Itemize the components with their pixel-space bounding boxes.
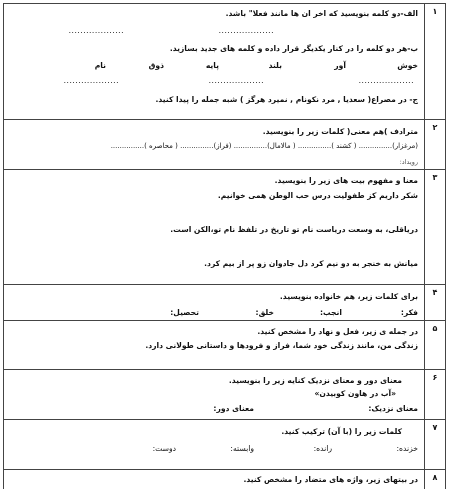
question-number: ۴ [424, 285, 445, 320]
word-item: بلند [268, 61, 282, 70]
word-item: نام [94, 61, 106, 70]
exam-sheet [3, 3, 446, 489]
question-5 [3, 320, 446, 369]
word-item: تحصیل: [170, 308, 199, 317]
answer-blank[interactable]: ................... [208, 76, 264, 85]
word-item: آور [334, 61, 346, 70]
verse-line: دریاقلی، به وسعت دریاست نام تو تاریخ در تلفظ نام تو،الکن است. [170, 225, 418, 234]
question-number: ۳ [424, 170, 445, 284]
verse-line: میانش به خنجر به دو نیم کرد دل جادوان زو پر از بیم کرد. [204, 259, 418, 268]
question-1 [3, 3, 446, 119]
question-title: معنای دور و معنای نزدیک کنایه زیر را بنویسید. [228, 376, 402, 385]
word-item: خزنده: [396, 444, 418, 453]
question-7 [3, 419, 446, 469]
word-item: پایه [205, 61, 219, 70]
question-title: مترادف )هم معنی( کلمات زیر را بنویسید. [262, 127, 418, 136]
question-3 [3, 169, 446, 284]
verse-line: شکر داریم کز طفولیت درس حب الوطن همی خوانیم. [217, 191, 418, 200]
question-number: ۸ [424, 470, 445, 489]
answer-blank[interactable]: ................... [68, 26, 124, 35]
question-title: کلمات زیر را (با آن) ترکیب کنید. [281, 427, 402, 436]
question-1-part-a: الف-دو کلمه بنویسید که اخر ان ها مانند فعلا" باشد. [225, 9, 418, 18]
word-item: فکر: [400, 308, 418, 317]
word-item: دوست: [152, 444, 176, 453]
synonym-items: (مرغزار)............... ( کشند )............... ( مالامال)............... (فراز)............... ( محاصره )............... [110, 142, 418, 150]
question-8 [3, 469, 446, 489]
footnote: رویداد: [399, 158, 418, 166]
question-number: ۲ [424, 120, 445, 169]
question-number: ۱ [424, 4, 445, 119]
answer-blank[interactable]: ................... [218, 26, 274, 35]
word-item: خوش [397, 61, 418, 70]
question-1-part-c: ج- در مصراع( سعدیا , مرد نکونام , نمیرد هرگز ) شبه جمله را پیدا کنید. [155, 95, 418, 104]
question-2 [3, 119, 446, 169]
word-item: خلق: [255, 308, 274, 317]
question-number: ۶ [424, 370, 445, 419]
question-title: برای کلمات زیر، هم خانواده بنویسید. [279, 292, 418, 301]
word-item: انجب: [319, 308, 342, 317]
question-title: معنا و مفهوم بیت های زیر را بنویسید. [274, 176, 418, 185]
question-4 [3, 284, 446, 320]
question-number: ۵ [424, 321, 445, 369]
question-1-part-b: ب-هر دو کلمه را در کنار یکدیگر قرار داده و کلمه های جدید بسازید. [169, 44, 418, 53]
question-title: در جمله ی زیر، فعل و نهاد را مشخص کنید. [257, 327, 418, 336]
near-meaning-label: معنای نزدیک: [368, 404, 418, 413]
far-meaning-label: معنای دور: [213, 404, 254, 413]
word-item: رانده: [313, 444, 332, 453]
question-6 [3, 369, 446, 419]
answer-blank[interactable]: ................... [358, 76, 414, 85]
word-item: ذوق [148, 61, 164, 70]
word-item: وابسته: [230, 444, 254, 453]
question-title: در بیتهای زیر، واژه های متضاد را مشخص کنید. [243, 475, 418, 484]
answer-blank[interactable]: ................... [63, 76, 119, 85]
question-number: ۷ [424, 420, 445, 469]
idiom-phrase: «آب در هاون کوبیدن» [314, 389, 396, 398]
sentence: زندگی من، مانند زندگی خود شما، فراز و فرودها و داستانی طولانی دارد. [145, 341, 418, 350]
